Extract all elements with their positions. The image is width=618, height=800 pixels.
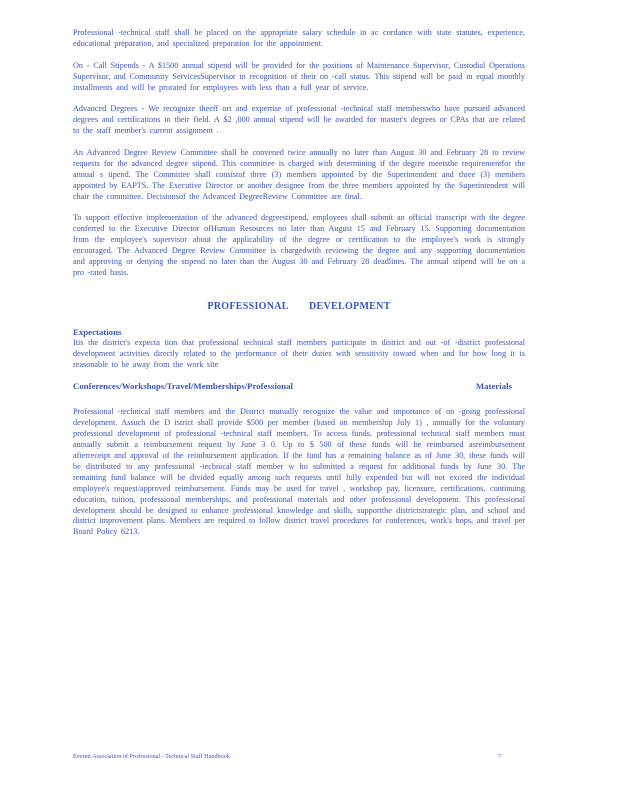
paragraph-implementation: To support effective implementation of the advanced degreestipend, employees shall submit an official transcript with the degree conferred to the Executive Director ofHuman Resources no later than August 15 and February 15. Supporting documentation from the employee's supervisor about the applicability of the degree or certification to the employee's work is strongly encouraged. The Advanced Degree Review Committee is chargedwith reviewing the degree and any supporting documentation and approving or denying the stipend no later than the August 30 and February 28 deadlines. The annual stipend will be on a pro -rated basis. (73, 213, 525, 277)
page-number: 7 (497, 753, 501, 760)
conferences-heading-right: Materials (475, 381, 512, 392)
paragraph-advanced-degrees: Advanced Degrees - We recognize theeff ort and expertise of professional -technical staff memberswho have pursued advanced degrees and certifications in their field. A $2 ,000 annual stipend will be awarded for master's degrees or CPAs that are related to the staff member's current assignment . (73, 104, 525, 136)
section-title: PROFESSIONAL DEVELOPMENT (207, 300, 391, 312)
page-footer (73, 753, 501, 760)
expectations-text: Itis the district's expecta tion that professional technical staff members participate in district and out -of -district professional development activities directly related to the performance of their duties with sensitivity toward when and for how long it is reasonable to be away from the work site (73, 337, 525, 369)
paragraph-on-call-stipends: On - Call Stipends - A $1500 annual stipend will be provided for the positions of Maintenance Supervisor, Custodial Operations Supervisor, and Community ServicesSupervisor in recognition of their on -call status. This stipend will be paid in equal monthly installments and will be prorated for employees with less than a full year of service. (73, 60, 525, 92)
document-page (73, 28, 525, 549)
expectations-heading: Expectations (73, 326, 122, 337)
conferences-heading (73, 381, 525, 391)
conferences-text: Professional -technical staff members and the District mutually recognize the value and importance of on -going professional development. Assuch the D istrict shall provide $500 per member (based on membership July 1) , annually for the voluntary professional development of professional -technical staff members. To access funds, professional technical staff members must annually submit a reimbursement request by June 3 0. Up to $ 500 of these funds will be reimbursed asreimbursement afterreceipt and approval of the reimbursement application. If the fund has a remaining balance as of June 30, these funds will be distributed to any professional -technical staff member w ho submitted a request for additional funds by June 30. The remaining fund balance will be divided equally among such requests until fully expended but will not exceed the individual employee's request/approved reimbursement. Funds may be used for travel , workshop pay, licensure, certifications, continuing education, tuition, professional memberships, and professional materials and other professional development. This professional development should be designed to enhance professional knowledge and skills, supportthe districtstrategic plan, and school and district improvement plans. Members are required to follow district travel procedures for conferences, work's hops, and travel per Board Policy 6213. (73, 407, 525, 537)
conferences-heading-left: Conferences/Workshops/Travel/Memberships/Professional (73, 381, 293, 392)
paragraph-salary-schedule: Professional -technical staff shall be placed on the appropriate salary schedule in ac cordance with state statutes, experience, educational preparation, and specialized preparation for the appointment. (73, 28, 525, 48)
footer-title: Everett Association of Professional - Technical Staff Handbook (73, 753, 230, 760)
paragraph-review-committee: An Advanced Degree Review Committee shall be convened twice annually no later than August 30 and February 28 to review requests for the advanced degree stipend. This committee is charged with determining if the degree meetsthe requirementfor the annual s tipend. The Committee shall consistof three (3) members appointed by the Superintendent and three (3) members appointed by EAPTS. The Executive Director or another designee from the three members appointed by the Superintendent will chair the committee. Decisionsof the Advanced DegreeReview Committee are final. (73, 147, 525, 201)
